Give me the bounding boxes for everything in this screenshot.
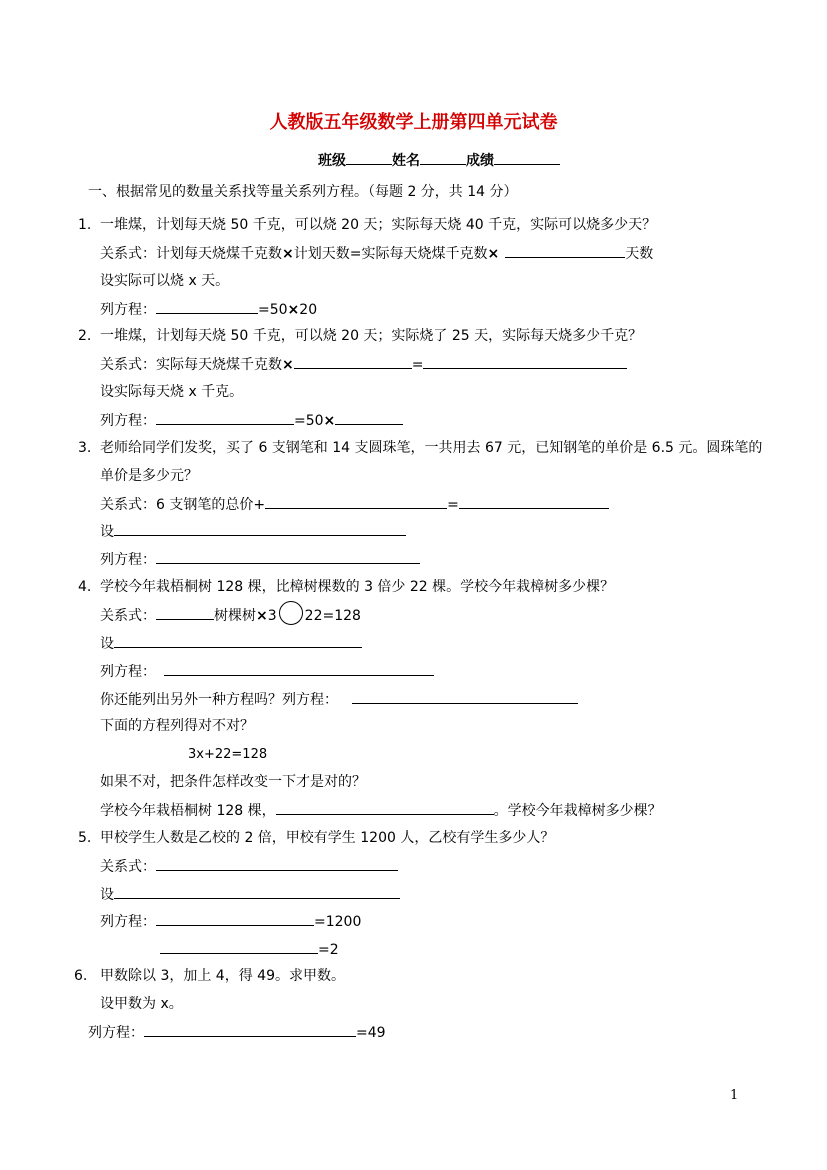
times-icon: × [282,357,294,373]
q6-equation [88,1022,386,1043]
q5-relation [100,856,398,877]
name-blank[interactable] [420,150,466,165]
q2-text: 一堆煤，计划每天烧 50 千克，可以烧 20 天；实际烧了 25 天，实际每天烧多少千克？ [100,328,643,344]
q5-number: 5. [78,830,92,846]
q3-relation-text: 关系式：6 支钢笔的总价+ [100,497,266,513]
q3-setup-blank[interactable] [114,521,406,536]
q4-relation-part-b: 树棵树 [214,608,256,624]
equation-label: 列方程： [88,1025,144,1041]
q4-equation-blank[interactable] [164,661,434,676]
equation-label: 列方程： [100,914,156,930]
q6-number: 6. [74,968,88,984]
times-icon: × [256,608,268,624]
q4-setup-blank[interactable] [114,633,362,648]
class-blank[interactable] [346,150,392,165]
q5-equation-rhs-2: =2 [318,942,339,958]
q3-relation-blank-2[interactable] [459,494,609,509]
q4-change-prompt: 如果不对，把条件怎样改变一下才是对的？ [100,774,366,790]
q2-relation-blank-2[interactable] [423,354,627,369]
q2-equation [100,410,403,431]
q1-equation [100,299,317,320]
times-icon: × [323,413,336,429]
q2-equation-blank-2[interactable] [335,410,403,425]
q4-setup-label: 设 [100,636,114,652]
times-icon: × [287,302,300,318]
q1-relation-part-b: 计划天数=实际每天烧煤千克数 [293,246,488,262]
q4-given-equation: 3x+22=128 [188,747,268,762]
q1-number: 1. [78,217,92,233]
q4-rewrite-part-a: 学校今年栽梧桐树 128 棵， [100,803,276,819]
q6-equation-blank[interactable] [144,1022,356,1037]
q4-other-equation [100,689,578,710]
q5-equation-2 [160,939,339,960]
q4-relation [100,605,361,626]
name-label: 姓名 [392,153,420,169]
q2-relation-part-a: 关系式：实际每天烧煤千克数 [100,357,282,373]
q4-rewrite-part-b: 。学校今年栽樟树多少棵？ [493,803,662,819]
q4-other-blank[interactable] [352,689,578,704]
equation-label: 列方程： [100,664,156,680]
q4-check: 下面的方程列得对不对？ [100,718,254,734]
q1-equation-blank[interactable] [156,299,258,314]
times-icon: × [282,246,294,262]
q2-number: 2. [78,328,92,344]
q6-text: 甲数除以 3，加上 4，得 49。求甲数。 [100,968,345,984]
times-icon: × [487,246,500,262]
equation-label: 列方程： [100,413,156,429]
q6-setup: 设甲数为 x。 [100,996,183,1012]
q5-equation-rhs-1: =1200 [314,914,362,930]
q3-equation [100,549,420,570]
q5-equation-1 [100,911,361,932]
q4-rewrite-blank[interactable] [276,800,494,815]
q3-relation-blank-1[interactable] [265,494,447,509]
q5-equation-blank-1[interactable] [156,911,314,926]
page-title: 人教版五年级数学上册第四单元试卷 [269,112,558,133]
q1-setup: 设实际可以烧 x 天。 [100,273,230,289]
q3-equation-blank[interactable] [156,549,420,564]
q3-text-line-1: 老师给同学们发奖，买了 6 支钢笔和 14 支圆珠笔，一共用去 67 元，已知钢笔的单价是 6.5 元。圆珠笔的 [100,440,763,456]
q4-other-label: 你还能列出另外一种方程吗？列方程： [100,692,338,708]
q5-equation-blank-2[interactable] [160,939,318,954]
q3-relation [100,494,609,515]
equation-label: 列方程： [100,552,156,568]
q1-equation-rhs-2: 20 [299,302,318,318]
q4-rewrite [100,800,662,821]
q5-text: 甲校学生人数是乙校的 2 倍，甲校有学生 1200 人，乙校有学生多少人？ [100,830,555,846]
equation-label: 列方程： [100,302,156,318]
score-label: 成绩 [466,153,494,169]
q1-text: 一堆煤，计划每天烧 50 千克，可以烧 20 天；实际每天烧 40 千克，实际可以烧多少天？ [100,217,657,233]
page-number: 1 [730,1088,739,1103]
q1-relation-part-a: 关系式：计划每天烧煤千克数 [100,246,282,262]
q4-number: 4. [78,579,92,595]
q2-relation-blank-1[interactable] [294,354,412,369]
q5-setup [100,884,400,905]
q2-relation [100,354,627,375]
q5-setup-label: 设 [100,887,114,903]
q3-equals-sign: = [447,497,459,513]
q4-relation-part-d: 22=128 [304,608,361,624]
q4-relation-part-c: 3 [267,608,277,624]
q5-setup-blank[interactable] [114,884,400,899]
q2-equals-sign: = [411,357,424,373]
section-1-heading: 一、根据常见的数量关系找等量关系列方程。（每题 2 分，共 14 分） [88,184,518,200]
q2-equation-blank-1[interactable] [156,410,294,425]
q1-equation-rhs: =50 [258,302,288,318]
q6-equation-rhs: =49 [356,1025,386,1041]
q4-text: 学校今年栽梧桐树 128 棵，比樟树棵数的 3 倍少 22 棵。学校今年栽樟树多少棵？ [100,579,615,595]
q1-relation [100,243,653,264]
q3-setup [100,521,406,542]
q2-equation-rhs: =50 [294,413,324,429]
score-blank[interactable] [494,150,560,165]
q4-setup [100,633,362,654]
q1-relation-blank[interactable] [505,243,625,258]
operator-circle-blank[interactable] [279,601,303,625]
q3-number: 3. [78,440,92,456]
q3-setup-label: 设 [100,524,114,540]
q2-setup: 设实际每天烧 x 千克。 [100,384,244,400]
q5-relation-blank[interactable] [156,856,398,871]
class-label: 班级 [318,153,346,169]
q4-relation-label: 关系式： [100,608,156,624]
q1-relation-part-c: 天数 [625,246,654,262]
student-info-line [318,150,560,171]
q5-relation-label: 关系式： [100,859,156,875]
q4-relation-blank[interactable] [156,605,214,620]
q4-equation [100,661,434,682]
q3-text-line-2: 单价是多少元？ [100,468,198,484]
